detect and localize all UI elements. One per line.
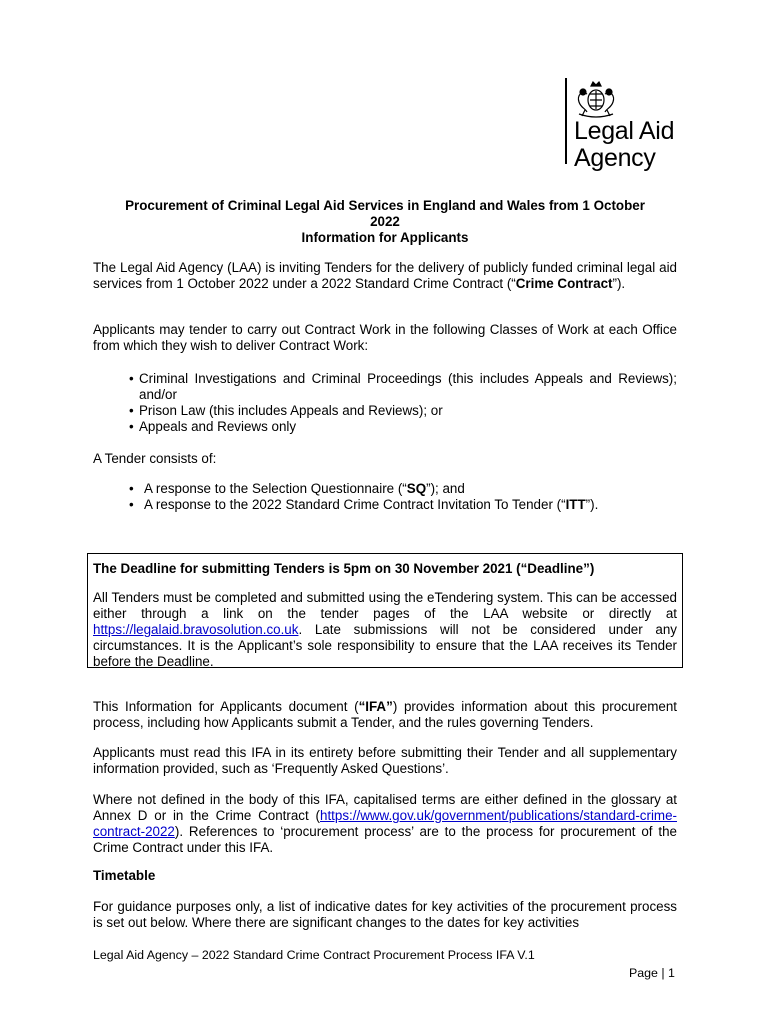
bullet-icon: • xyxy=(129,481,134,496)
read-ifa-paragraph: Applicants must read this IFA in its entirety before submitting their Tender and all supplementary information provided, such as ‘Frequently Asked Questions’. xyxy=(93,745,677,776)
intro-paragraph xyxy=(93,260,677,292)
list-item: • Prison Law (this includes Appeals and Reviews); or xyxy=(129,403,443,418)
deadline-body: All Tenders must be completed and submitted using the eTendering system. This can be accessed either through a link on the tender pages of the LAA website or directly at https://legalaid.bravosolution.co.uk. Late submissions will not be considered under any circumstances. It is the Applicant’s sole responsibility to ensure that the LAA receives its Tender before the Deadline. xyxy=(93,590,677,669)
bullet-icon: • xyxy=(129,403,134,418)
royal-crest-icon xyxy=(573,80,619,120)
logo-line-1: Legal Aid xyxy=(574,117,675,145)
bullet-icon: • xyxy=(129,419,134,434)
document-title xyxy=(93,198,677,246)
timetable-heading: Timetable xyxy=(93,868,156,883)
etendering-link[interactable]: https://legalaid.bravosolution.co.uk xyxy=(93,622,299,637)
intro-text: The Legal Aid Agency (LAA) is inviting Tenders for the delivery of publicly funded criminal legal aid services from 1 October 2022 under a 2022 Standard Crime Contract (“ xyxy=(93,260,677,291)
page-number: Page | 1 xyxy=(629,966,675,980)
logo-text xyxy=(574,118,674,172)
bullet-icon: • xyxy=(129,497,134,512)
list-item: • A response to the Selection Questionnaire (“SQ”); and xyxy=(129,481,465,496)
intro-after: ”). xyxy=(612,276,626,291)
tender-items-list xyxy=(129,481,677,513)
tender-consists-paragraph: A Tender consists of: xyxy=(93,451,217,466)
classes-intro-paragraph: Applicants may tender to carry out Contract Work in the following Classes of Work at each Office from which they wish to deliver Contract Work: xyxy=(93,322,677,353)
list-item: • Criminal Investigations and Criminal Proceedings (this includes Appeals and Reviews); and/or xyxy=(129,371,677,402)
crime-contract-link[interactable]: https://www.gov.uk/government/publications/standard-crime-contract-2022 xyxy=(93,808,677,839)
bullet-icon: • xyxy=(129,371,134,386)
title-line-2: 2022 xyxy=(370,214,400,229)
list-item: • Appeals and Reviews only xyxy=(129,419,297,434)
list-item: • A response to the 2022 Standard Crime Contract Invitation To Tender (“ITT”). xyxy=(129,497,599,512)
intro-bold-term: Crime Contract xyxy=(515,276,613,291)
definitions-paragraph: Where not defined in the body of this IFA, capitalised terms are either defined in the glossary at Annex D or in the Crime Contract (https://www.gov.uk/government/publications/standard-crime-contract-2022). References to ‘procurement process’ are to the process for procurement of the Crime Contract under this IFA. xyxy=(93,792,677,855)
classes-list xyxy=(129,371,677,435)
ifa-paragraph: This Information for Applicants document (“IFA”) provides information about this procurement process, including how Applicants submit a Tender, and the rules governing Tenders. xyxy=(93,699,677,730)
deadline-heading: The Deadline for submitting Tenders is 5pm on 30 November 2021 (“Deadline”) xyxy=(93,561,595,576)
timetable-paragraph: For guidance purposes only, a list of indicative dates for key activities of the procurement process is set out below. Where there are significant changes to the dates for key activities xyxy=(93,899,677,930)
logo-line-2: Agency xyxy=(574,144,656,172)
title-line-3: Information for Applicants xyxy=(301,230,469,245)
logo-divider xyxy=(565,78,567,164)
footer-title: Legal Aid Agency – 2022 Standard Crime Contract Procurement Process IFA V.1 xyxy=(93,948,535,962)
title-line-1: Procurement of Criminal Legal Aid Services in England and Wales from 1 October xyxy=(125,198,645,213)
